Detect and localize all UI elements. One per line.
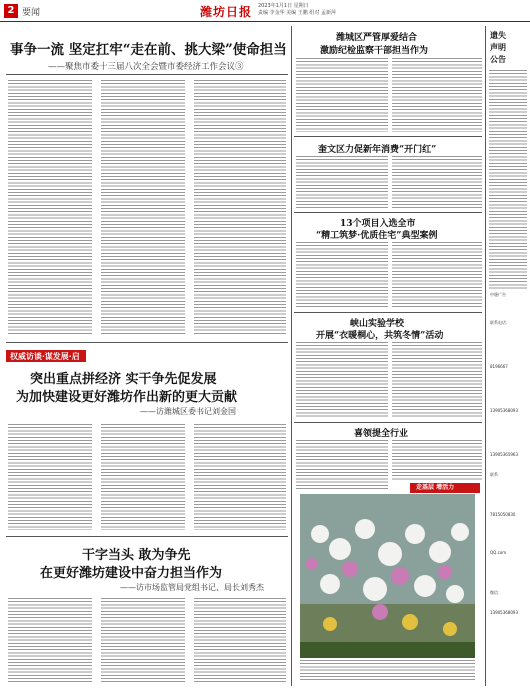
page-number: 2 (4, 4, 18, 18)
interview1-subheadline: ——访潍城区委书记刘金国 (140, 407, 236, 416)
interview2-headline-2: 在更好潍坊建设中奋力担当作为 (40, 566, 223, 581)
right4-body-col2 (392, 342, 482, 418)
right1-headline-2: 激励纪检监察干部担当作为 (320, 46, 429, 56)
page-header (0, 0, 530, 22)
right1-body-col1 (296, 58, 388, 132)
masthead-logo: 潍坊日报 (200, 5, 253, 19)
ad-label-1: 中缝广告 (490, 292, 506, 297)
interview2-body-col1 (8, 598, 92, 682)
interview2-body-col3 (194, 598, 286, 682)
ad-phone-2: 13905368093 (490, 408, 518, 413)
right4-headline-2: 开展“衣暖桐心，共筑冬情”活动 (316, 331, 444, 341)
right2-body-col1 (296, 156, 388, 208)
section-rule (6, 536, 288, 537)
interview1-body-col2 (101, 424, 185, 530)
right3-body-col1 (296, 242, 388, 308)
right5-headline: 喜领提全行业 (354, 429, 409, 439)
section-name: 要闻 (22, 8, 41, 18)
lead-subheadline: ——聚焦市委十三届八次全会暨市委经济工作会议③ (48, 62, 244, 72)
right5-body-col2 (392, 440, 482, 480)
flower-photo-graphic (300, 494, 475, 658)
right-rule (294, 136, 482, 137)
interview1-body-col1 (8, 424, 92, 530)
right1-body-col2 (392, 58, 482, 132)
right-rule (294, 212, 482, 213)
interview2-subheadline: ——访市场监管局党组书记、局长刘秀杰 (120, 583, 264, 592)
interview1-headline-2: 为加快建设更好潍坊作出新的更大贡献 (16, 390, 238, 405)
lead-rule (6, 74, 288, 75)
right5-body-col1 (296, 440, 388, 490)
right3-body-col2 (392, 242, 482, 308)
right-section-tag: 走基层 增活力 (410, 483, 480, 493)
ad-title-3: 公告 (490, 55, 506, 64)
lead-body-col3 (194, 80, 286, 336)
interview1-headline-1: 突出重点拼经济 实干争先促发展 (30, 372, 217, 387)
ad-label-4: QQ.com (490, 550, 507, 555)
right1-headline-1: 潍城区严管厚爱结合 (336, 33, 418, 43)
section-rule (6, 342, 288, 343)
header-editors: 责编 李金华 美编 王鹏 组对 孟新萍 (258, 10, 336, 16)
ad-notice-text (489, 70, 527, 290)
lead-body-col1 (8, 80, 92, 336)
right3-headline-1: 13个项目入选全市 (340, 219, 416, 229)
ad-label-2: 联系电话： (490, 320, 510, 325)
ad-phone-5: 13905368093 (490, 610, 518, 615)
lead-headline: 事争一流 坚定扛牢“走在前、挑大梁”使命担当 (10, 42, 287, 58)
ad-title-2: 声明 (490, 43, 506, 52)
right4-body-col1 (296, 342, 388, 418)
ad-phone-4: 7815050830 (490, 512, 516, 517)
feature-band-label: 权威访谈·谋发展·启新局 (6, 350, 86, 362)
header-meta (258, 3, 336, 17)
right2-headline: 奎文区力促新年消费“开门红” (318, 145, 437, 155)
ad-title-1: 遗失 (490, 31, 506, 40)
interview1-body-col3 (194, 424, 286, 530)
header-date: 2023年1月1日 星期日 (258, 3, 309, 9)
right-rule (294, 312, 482, 313)
right4-headline-1: 峡山实验学校 (350, 319, 405, 329)
lead-body-col2 (101, 80, 185, 336)
ad-column-divider (485, 26, 486, 686)
ad-label-5: 微信： (490, 590, 502, 595)
right3-headline-2: “精工筑梦·优质住宅”典型案例 (316, 231, 438, 241)
ad-label-3: 联系： (490, 472, 502, 477)
flower-photo (300, 494, 475, 658)
interview2-body-col2 (101, 598, 185, 682)
right-rule (294, 422, 482, 423)
photo-caption (300, 660, 475, 680)
column-divider (291, 26, 292, 686)
right2-body-col2 (392, 156, 482, 208)
interview2-headline-1: 干字当头 敢为争先 (82, 548, 191, 563)
ad-phone-3: 13905365963 (490, 452, 518, 457)
ad-phone-1: 8196667 (490, 364, 508, 369)
